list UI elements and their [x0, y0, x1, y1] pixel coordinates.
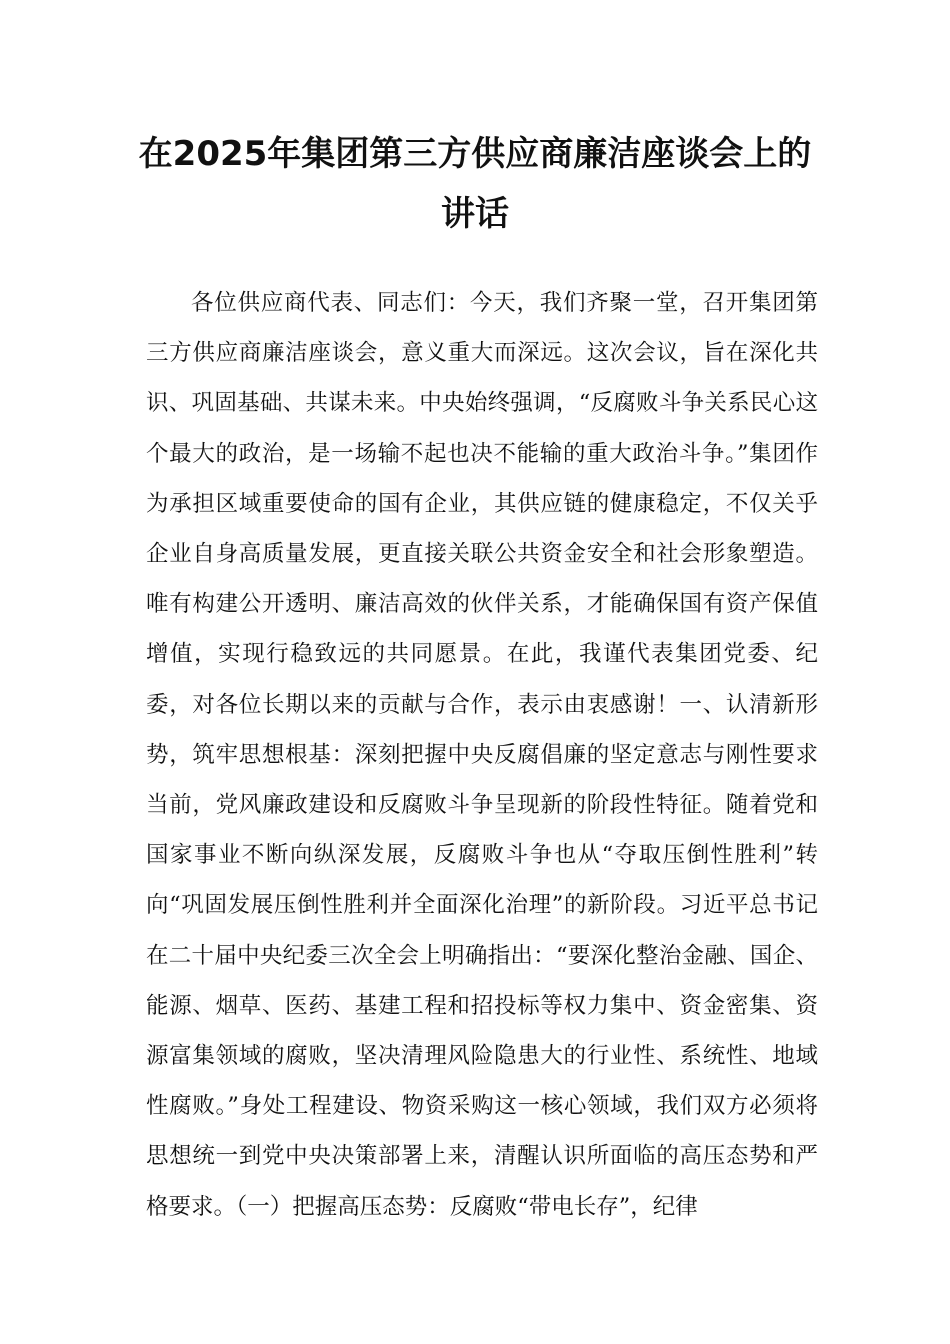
document-title: 在2025年集团第三方供应商廉洁座谈会上的讲话 — [138, 134, 812, 234]
body-paragraph: 各位供应商代表、同志们：今天，我们齐聚一堂，召开集团第三方供应商廉洁座谈会，意义重大而深远。这次会议，旨在深化共识、巩固基础、共谋未来。中央始终强调，“反腐败斗争关系民心这个最大的政治，是一场输不起也决不能输的重大政治斗争。”集团作为承担区域重要使命的国有企业，其供应链的健康稳定，不仅关乎企业自身高质量发展，更直接关联公共资金安全和社会形象塑造。唯有构建公开透明、廉洁高效的伙伴关系，才能确保国有资产保值增值，实现行稳致远的共同愿景。在此，我谨代表集团党委、纪委，对各位长期以来的贡献与合作，表示由衷感谢！一、认清新形势，筑牢思想根基：深刻把握中央反腐倡廉的坚定意志与刚性要求当前，党风廉政建设和反腐败斗争呈现新的阶段性特征。随着党和国家事业不断向纵深发展，反腐败斗争也从“夺取压倒性胜利”转向“巩固发展压倒性胜利并全面深化治理”的新阶段。习近平总书记在二十届中央纪委三次全会上明确指出：“要深化整治金融、国企、能源、烟草、医药、基建工程和招投标等权力集中、资金密集、资源富集领域的腐败，坚决清理风险隐患大的行业性、系统性、地域性腐败。”身处工程建设、物资采购这一核心领域，我们双方必须将思想统一到党中央决策部署上来，清醒认识所面临的高压态势和严格要求。（一）把握高压态势：反腐败“带电长存”，纪律 — [146, 290, 818, 1220]
